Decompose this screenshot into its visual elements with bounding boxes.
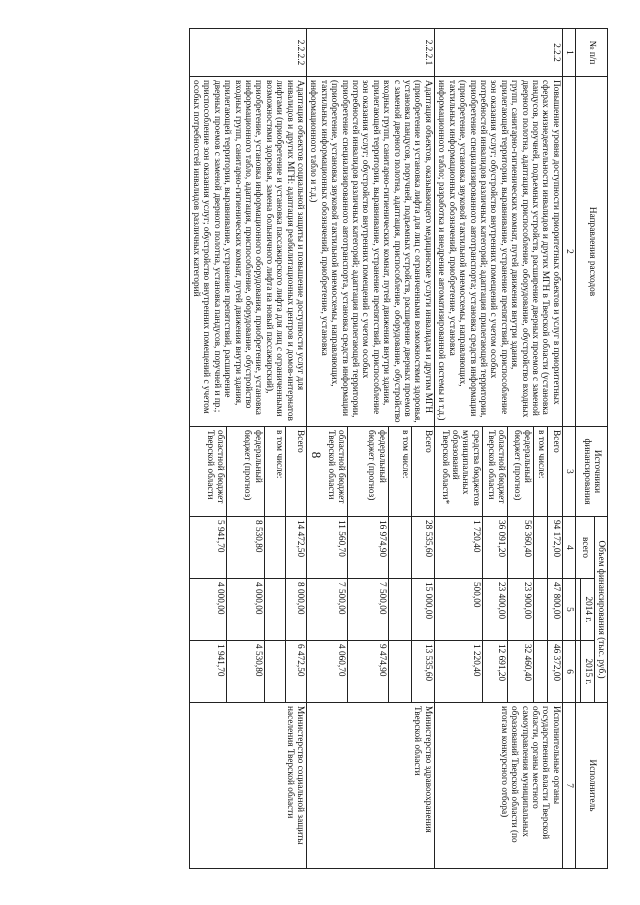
row-executor: Исполнительные органы государственной власти Тверской области, органы местного самоуправления муниципальных образований Тверской области (по итогам конкурсного отбора) bbox=[434, 703, 562, 869]
row-2014 bbox=[264, 579, 285, 641]
row-source: Всего bbox=[285, 427, 306, 517]
row-source: Всего bbox=[548, 427, 562, 517]
header-direction: Направления расходов bbox=[576, 77, 608, 427]
header-sources: Источники финансирования bbox=[576, 427, 608, 517]
row-2014: 47 800,00 bbox=[548, 579, 562, 641]
row-2014: 7 500,00 bbox=[347, 579, 388, 641]
row-number: 2.2.2.2 bbox=[189, 29, 306, 77]
row-2014: 8 000,00 bbox=[285, 579, 306, 641]
row-2015: 4 530,80 bbox=[227, 641, 265, 703]
row-source: областной бюджет Тверской области bbox=[307, 427, 348, 517]
row-source: средства бюджетов муниципальных образований Тверской области* bbox=[434, 427, 482, 517]
row-2014: 23 900,00 bbox=[508, 579, 534, 641]
row-2014: 23 400,00 bbox=[482, 579, 508, 641]
row-2015: 4 060,70 bbox=[307, 641, 348, 703]
row-source: областной бюджет Тверской области bbox=[482, 427, 508, 517]
row-2015: 9 474,90 bbox=[347, 641, 388, 703]
row-total bbox=[264, 517, 285, 579]
row-source: в том числе: bbox=[264, 427, 285, 517]
row-2014: 4 000,00 bbox=[189, 579, 227, 641]
row-2015: 13 535,60 bbox=[411, 641, 434, 703]
header-volume: Объем финансирования (тыс. руб.) bbox=[594, 517, 607, 703]
row-2015: 32 460,40 bbox=[508, 641, 534, 703]
row-source: федеральный бюджет (прогноз) bbox=[227, 427, 265, 517]
table-row bbox=[411, 29, 434, 869]
header-executor: Исполнитель bbox=[576, 703, 608, 869]
row-total bbox=[534, 517, 548, 579]
row-2015: 12 691,20 bbox=[482, 641, 508, 703]
row-2015: 1 941,70 bbox=[189, 641, 227, 703]
col-number-1: 1 bbox=[562, 29, 575, 77]
table-row bbox=[285, 29, 306, 869]
col-number-4: 4 bbox=[562, 517, 575, 579]
row-total: 94 172,00 bbox=[548, 517, 562, 579]
row-2014: 7 500,00 bbox=[307, 579, 348, 641]
row-2015: 1 220,40 bbox=[434, 641, 482, 703]
header-total: всего bbox=[576, 517, 594, 579]
col-number-2: 2 bbox=[562, 77, 575, 427]
row-executor: Министерство социальной защиты населения Тверской области bbox=[189, 703, 306, 869]
rotated-page bbox=[28, 28, 608, 868]
row-source: Всего bbox=[411, 427, 434, 517]
table-row bbox=[548, 29, 562, 869]
row-2014: 500,00 bbox=[434, 579, 482, 641]
row-direction: Адаптация объектов социальной защиты и повышение доступности услуг для инвалидов и других МГН: адаптация реабилитационных центров и домов-интернатов лифтами (приобретение и установка пассажирского лифта для лиц с ограниченными возможностями здоровья, замена больничного лифта на новый пассажирский), приобретение, установка информационного оборудования, приобретение, установка информационного табло, адаптация, приспособление, оборудование, обустройство входных групп, санитарно-гигиенических комнат, путей движения внутри здания, прилегающей территории, выравнивание, устранение препятствий, расширение дверных проемов с заменой дверного полотна, установка пандусов, поручней и пр.; приспособление зон оказания услуг; обустройство внутренних помещений с учетом особых потребностей инвалидов различных категорий bbox=[189, 77, 306, 427]
row-total: 14 472,50 bbox=[285, 517, 306, 579]
row-source: федеральный бюджет (прогноз) bbox=[347, 427, 388, 517]
row-2015: 46 372,00 bbox=[548, 641, 562, 703]
row-source: в том числе: bbox=[388, 427, 411, 517]
col-number-3: 3 bbox=[562, 427, 575, 517]
row-total: 11 560,70 bbox=[307, 517, 348, 579]
row-2014: 4 000,00 bbox=[227, 579, 265, 641]
page-number: 8 bbox=[309, 451, 324, 459]
row-total: 1 720,40 bbox=[434, 517, 482, 579]
header-number: № п/п bbox=[576, 29, 608, 77]
row-2015 bbox=[388, 641, 411, 703]
row-total: 36 091,20 bbox=[482, 517, 508, 579]
row-total bbox=[388, 517, 411, 579]
row-total: 5 941,70 bbox=[189, 517, 227, 579]
row-source: в том числе: bbox=[534, 427, 548, 517]
row-total: 56 360,40 bbox=[508, 517, 534, 579]
row-direction: Повышение уровня доступности приоритетных объектов и услуг в приоритетных сферах жизнедеятельности инвалидов и других МГН в Тверской области (установка пандусов, поручней, подъемных устройств, расширение дверных проемов с заменой дверного полотна, адаптация, приспособление, оборудование, обустройство входных групп, санитарно-гигиенических комнат, путей движения внутри здания, прилегающей территории, выравнивание, устранение препятствий, приспособление зон оказания услуг; обустройство внутренних помещений с учетом особых потребностей инвалидов различных категорий; адаптация прилегающей территории, приобретение специализированного автотранспорта; установка средств информации (приобретение, установка звуковой тактильной мнемосхемы, направляющих, тактильных информационных обозначений, приобретение, установка информационного табло; разработка и внедрение автоматизированной системы и т.д.) bbox=[434, 77, 562, 427]
header-year-2015: 2015 г. bbox=[581, 641, 594, 703]
row-executor: Министерство здравоохранения Тверской области bbox=[307, 703, 435, 869]
row-direction: Адаптация объектов, оказывающего медицинские услуги инвалидам и другим МГН (приобретение и установка лифта для лиц с ограниченными возможностями здоровья, установка пандусов, поручней, подъемных устройств, расширение дверных проемов с заменой дверного полотна, адаптация, приспособление, оборудование, обустройство входных групп, санитарно-гигиенических комнат, путей движения внутри здания, прилегающей территории, выравнивание, устранение препятствий, приспособление зон оказания услуг; обустройство внутренних помещений с учетом особых потребностей инвалидов различных категорий; адаптация прилегающей территории, приобретение специализированного автотранспорта, установка средств информации (приобретение, установка звуковой тактильной мнемосхемы, направляющих, тактильных информационных обозначений, приобретение, установка информационного табло и т.д.) bbox=[307, 77, 435, 427]
col-number-6: 6 bbox=[562, 641, 575, 703]
row-total: 8 530,80 bbox=[227, 517, 265, 579]
header-year-2014: 2014 г. bbox=[581, 579, 594, 641]
row-source: областной бюджет Тверской области bbox=[189, 427, 227, 517]
row-number: 2.2.2.1 bbox=[307, 29, 435, 77]
col-number-7: 7 bbox=[562, 703, 575, 869]
row-2014: 15 000,00 bbox=[411, 579, 434, 641]
row-2014 bbox=[388, 579, 411, 641]
row-total: 16 974,90 bbox=[347, 517, 388, 579]
col-number-5: 5 bbox=[562, 579, 575, 641]
row-total: 28 535,60 bbox=[411, 517, 434, 579]
row-2015 bbox=[264, 641, 285, 703]
financing-table bbox=[189, 28, 608, 869]
row-number: 2.2.2 bbox=[434, 29, 562, 77]
row-2014 bbox=[534, 579, 548, 641]
row-2015: 6 472,50 bbox=[285, 641, 306, 703]
row-source: федеральный бюджет (прогноз) bbox=[508, 427, 534, 517]
row-2015 bbox=[534, 641, 548, 703]
